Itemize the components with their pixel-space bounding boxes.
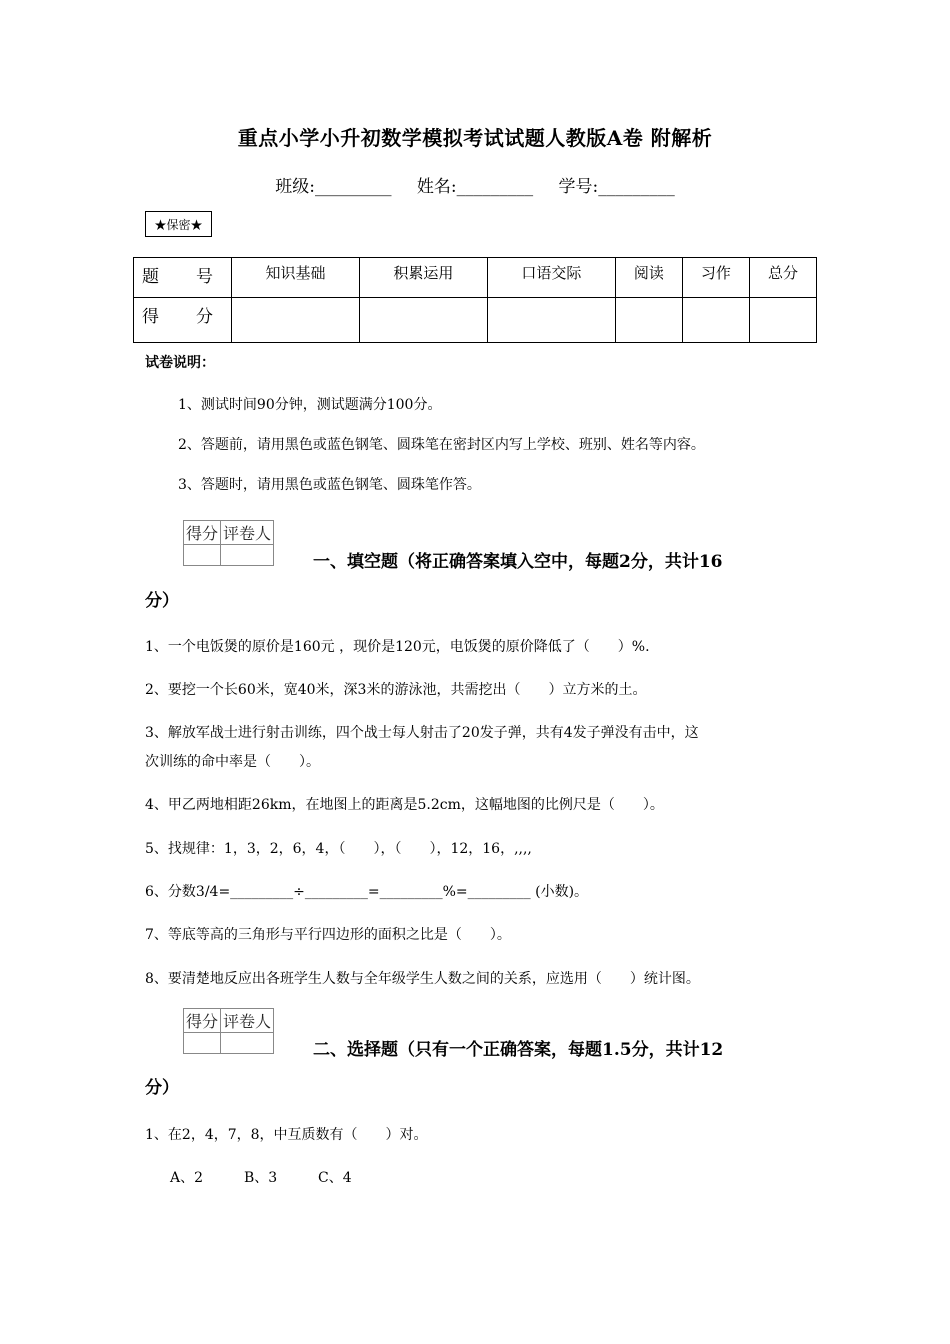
option-a: A、2 [170,1170,204,1186]
score-table [133,257,817,343]
grader-score-label: 得分 [184,521,221,545]
section1-heading-cont: 分） [145,591,179,611]
page-title: 重点小学小升初数学模拟考试试题人教版A卷 附解析 [237,126,713,150]
section2-heading-cont: 分） [145,1078,179,1098]
note-item: 1、测试时间90分钟，测试题满分100分。 [178,397,442,413]
header-cell: 积累运用 [359,258,487,298]
number-field: 学号:_________ [558,177,675,197]
question-item: 1、一个电饭煲的原价是160元 ，现价是120元，电饭煲的原价降低了（ ）%. [145,639,650,655]
grader-name-cell [221,545,274,566]
option-c: C、4 [318,1170,352,1186]
question-item: 5、找规律：1，3，2，6，4，（ ），（ ），12，16，,,,, [145,841,532,857]
grader-name-cell [221,1033,274,1054]
note-item: 2、答题前，请用黑色或蓝色钢笔、圆珠笔在密封区内写上学校、班别、姓名等内容。 [178,437,705,453]
note-item: 3、答题时，请用黑色或蓝色钢笔、圆珠笔作答。 [178,477,481,493]
grader-score-cell [184,545,221,566]
student-info [0,172,950,197]
header-cell: 习作 [682,258,749,298]
score-cell [682,298,749,343]
score-cell [359,298,487,343]
section2-heading: 二、选择题（只有一个正确答案，每题1.5分，共计12 [313,1040,724,1060]
question-item: 6、分数3/4=_________÷_________=_________%=_________ (小数)。 [145,884,589,900]
question-item: 8、要清楚地反应出各班学生人数与全年级学生人数之间的关系，应选用（ ）统计图。 [145,971,700,987]
score-cell [615,298,682,343]
grader-score-label: 得分 [184,1009,221,1033]
question-item-cont: 次训练的命中率是（ ）。 [145,754,320,770]
grader-name-label: 评卷人 [221,521,274,545]
score-table-header-row [134,258,817,298]
header-cell: 知识基础 [232,258,360,298]
section1-heading: 一、填空题（将正确答案填入空中，每题2分，共计16 [313,552,723,572]
secret-badge: ★保密★ [145,211,212,237]
score-cell [487,298,615,343]
question-item: 2、要挖一个长60米，宽40米，深3米的游泳池，共需挖出（ ）立方米的土。 [145,682,647,698]
notes-title: 试卷说明： [145,355,215,371]
grader-name-label: 评卷人 [221,1009,274,1033]
header-cell: 阅读 [615,258,682,298]
header-cell: 总分 [749,258,816,298]
grader-score-cell [184,1033,221,1054]
question-item: 4、甲乙两地相距26km，在地图上的距离是5.2cm，这幅地图的比例尺是（ ）。 [145,797,664,813]
question-item: 3、解放军战士进行射击训练，四个战士每人射击了20发子弹，共有4发子弹没有击中，这 [145,725,699,741]
score-table-score-row [134,298,817,343]
question-item: 1、在2，4，7，8，中互质数有（ ）对。 [145,1127,428,1143]
header-cell: 口语交际 [487,258,615,298]
name-field: 姓名:_________ [416,177,534,197]
row-label: 得 分 [134,298,232,343]
score-cell [749,298,816,343]
grader-box [183,1008,274,1054]
grader-box [183,520,274,566]
header-cell: 题 号 [134,258,232,298]
score-cell [232,298,360,343]
question-item: 7、等底等高的三角形与平行四边形的面积之比是（ ）。 [145,927,511,943]
class-field: 班级:_________ [275,177,392,197]
option-b: B、3 [244,1170,278,1186]
